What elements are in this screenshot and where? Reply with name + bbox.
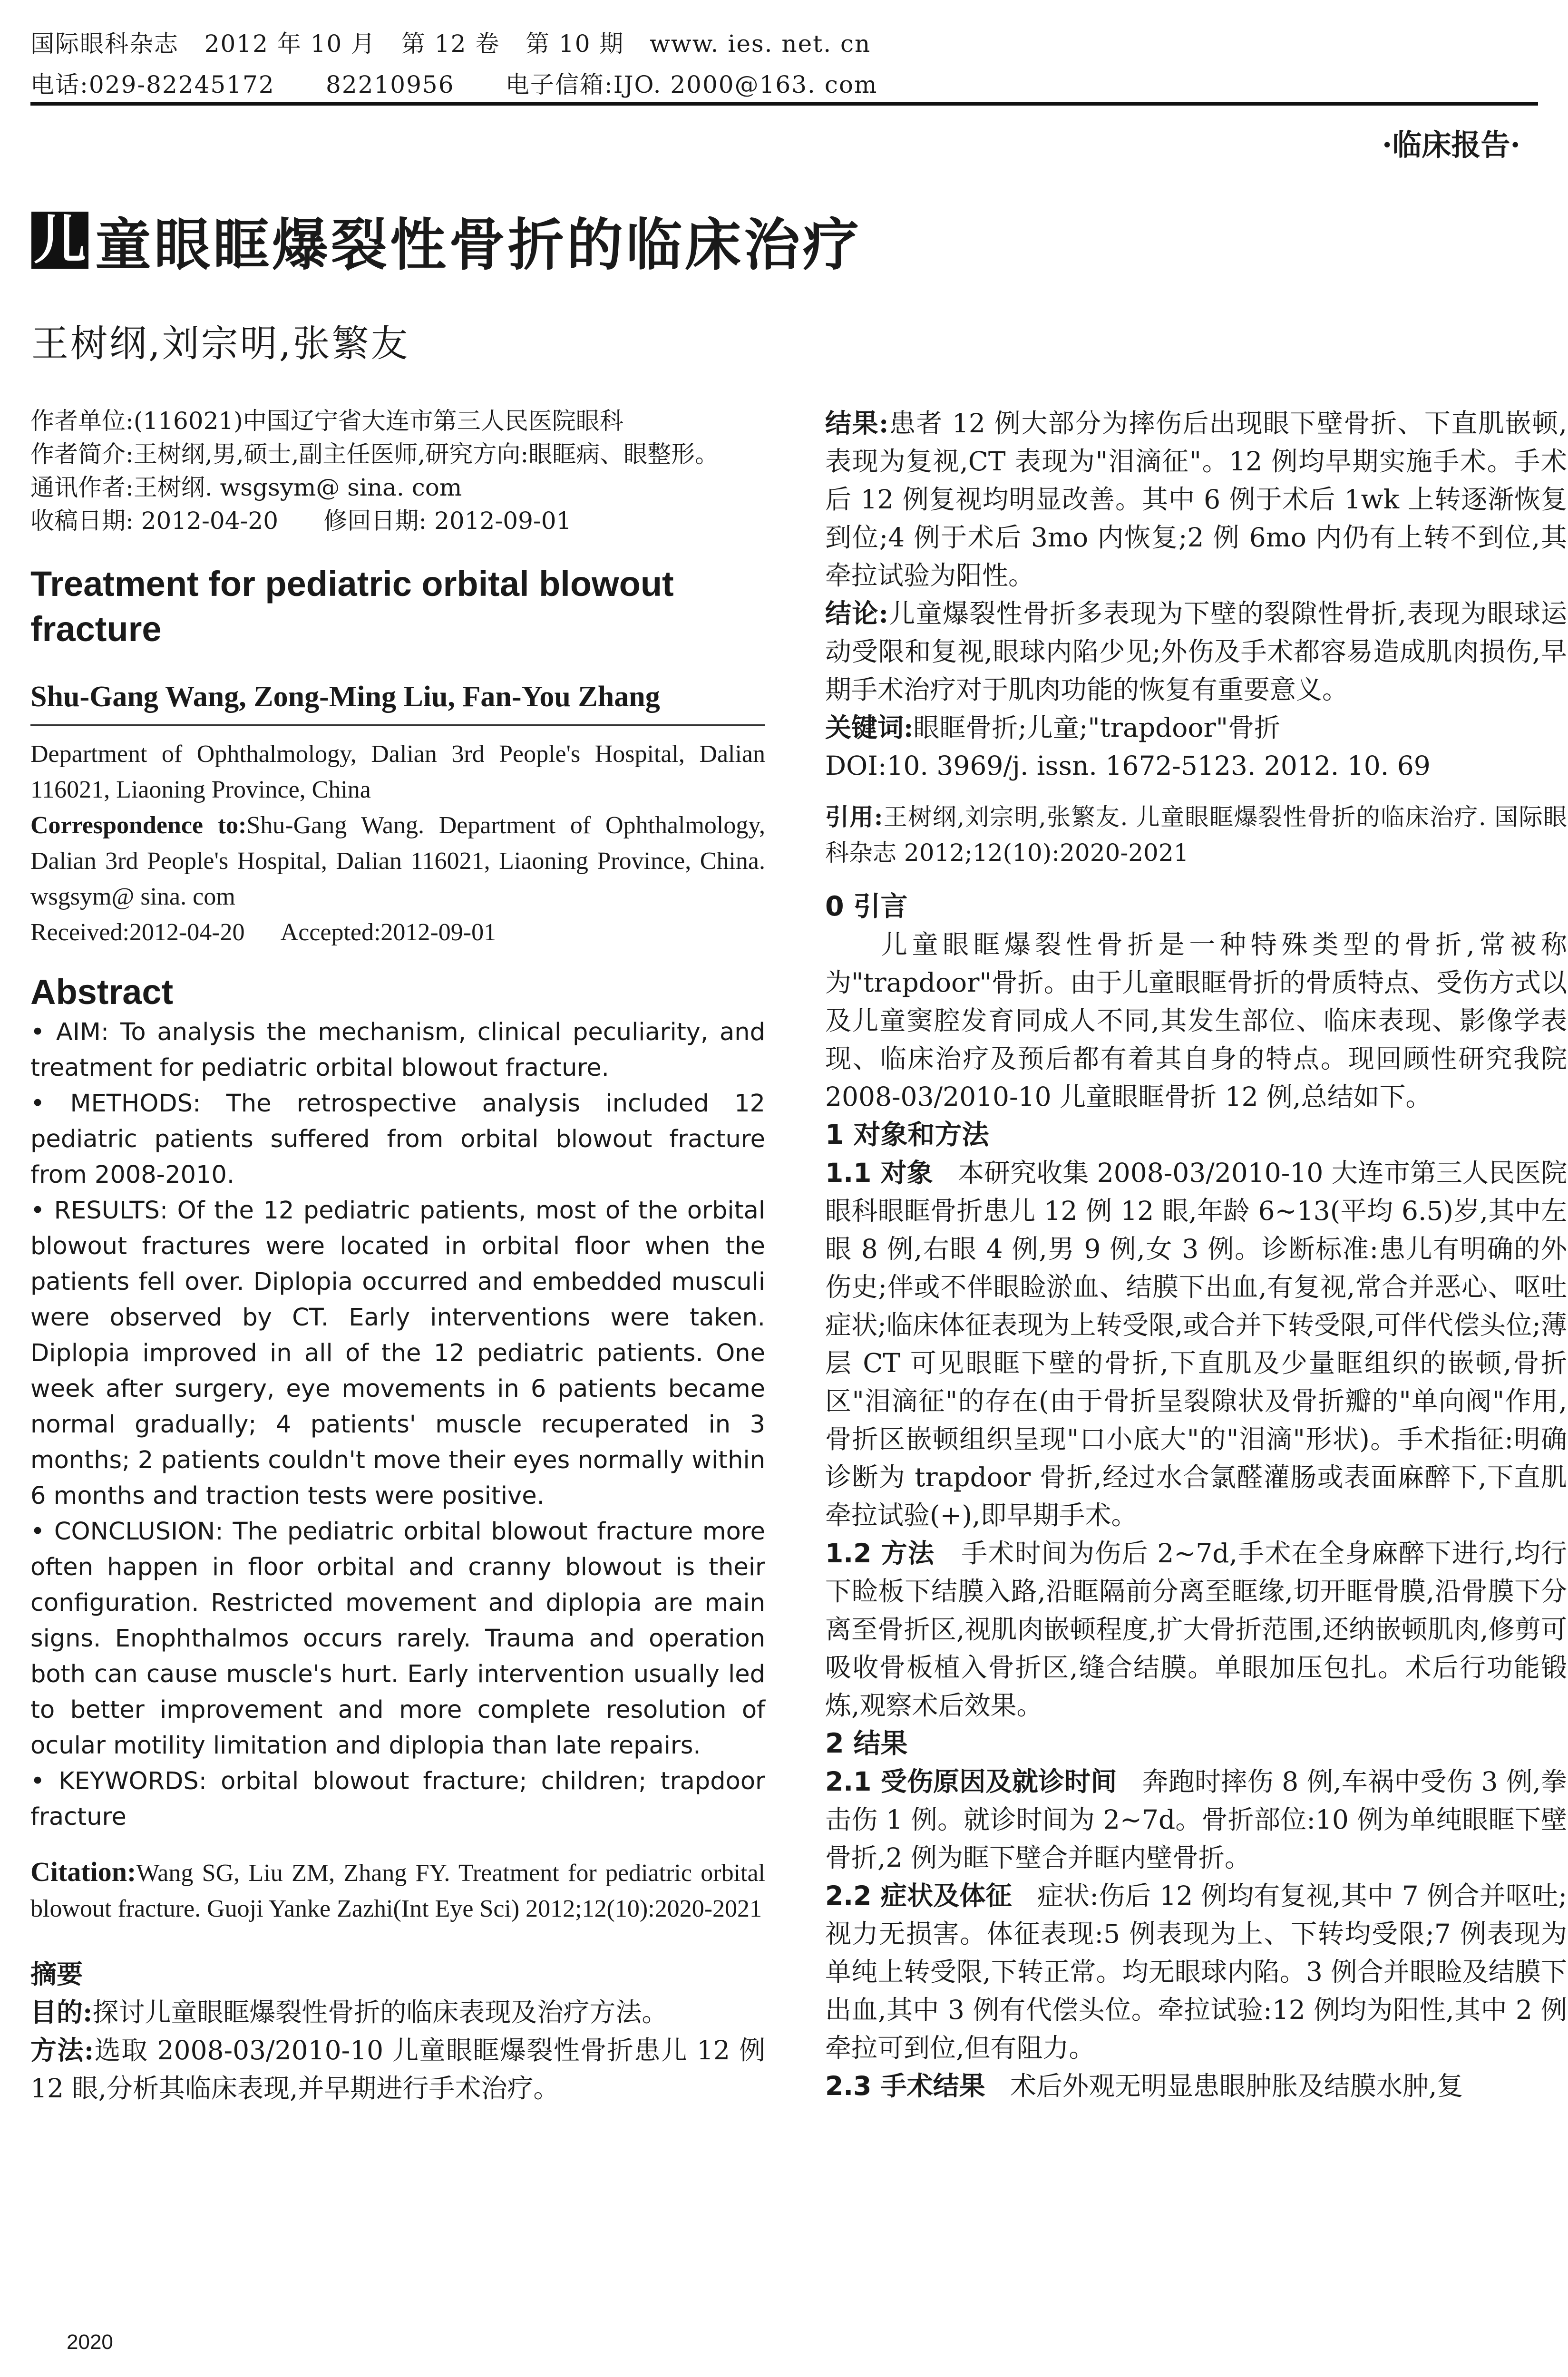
left-column bbox=[30, 404, 765, 2107]
corresponding-author: 通讯作者:王树纲. wsgsym@ sina. com bbox=[30, 474, 462, 501]
author-bio: 作者简介:王树纲,男,硕士,副主任医师,研究方向:眼眶病、眼整形。 bbox=[30, 440, 719, 468]
correspondence-label: Correspondence to: bbox=[30, 812, 247, 839]
abstract-keywords: • KEYWORDS: orbital blowout fracture; children; trapdoor fracture bbox=[30, 1767, 765, 1831]
section-1-1-text: 本研究收集 2008-03/2010-10 大连市第三人民医院眼科眼眶骨折患儿 12 例 12 眼,年龄 6~13(平均 6.5)岁,其中左眼 8 例,右眼 4 例,男 9 例,女 3 例。诊断标准:患儿有明确的外伤史;伴或不伴眼睑淤血、结膜下出血,有复视,常合并恶心、呕吐症状;临床体征表现为上转受限,或合并下转受限,可伴代偿头位;薄层 CT 可见眼眶下壁的骨折,下直肌及少量眶组织的嵌顿,骨折区"泪滴征"的存在(由于骨折呈裂隙状及骨折瓣的"单向阀"作用,骨折区嵌顿组织呈现"口小底大"的"泪滴"形状)。手术指征:明确诊断为 trapdoor 骨折,经过水合氯醛灌肠或表面麻醉下,下直肌牵拉试验(+),即早期手术。 bbox=[825, 1158, 1568, 1530]
cn-abstract-conclusion bbox=[825, 594, 1567, 709]
citation-text: Wang SG, Liu ZM, Zhang FY. Treatment for pediatric orbital blowout fracture. Guoji Yanke Zazhi(Int Eye Sci) 2012;12(10):2020-2021 bbox=[30, 1860, 765, 1922]
english-dates: Received:2012-04-20 Accepted:2012-09-01 bbox=[30, 919, 497, 946]
authors-chinese: 王树纲,刘宗明,张繁友 bbox=[31, 322, 410, 365]
title-text: 童眼眶爆裂性骨折的临床治疗 bbox=[95, 212, 862, 278]
page-number: 2020 bbox=[67, 2330, 113, 2354]
cn-result-label: 结果: bbox=[825, 408, 889, 438]
english-department: Department of Ophthalmology, Dalian 3rd People's Hospital, Dalian 116021, Liaoning Province, China bbox=[30, 740, 765, 803]
right-column bbox=[825, 404, 1567, 2105]
cn-method-label: 方法: bbox=[30, 2035, 94, 2065]
section-2-3-text: 术后外观无明显患眼肿胀及结膜水肿,复 bbox=[1010, 2071, 1463, 2101]
abstract-heading: Abstract bbox=[30, 972, 174, 1012]
section-2-3-heading: 2.3 手术结果 bbox=[825, 2071, 985, 2101]
english-correspondence bbox=[30, 808, 765, 915]
section-2-1 bbox=[825, 1763, 1567, 1877]
cn-kw-text: 眼眶骨折;儿童;"trapdoor"骨折 bbox=[913, 712, 1281, 743]
cn-abstract-method bbox=[30, 2031, 765, 2107]
cn-kw-label: 关键词: bbox=[825, 712, 914, 743]
citation-english bbox=[30, 1854, 765, 1927]
section-2-2-text: 症状:伤后 12 例均有复视,其中 7 例合并呕吐;视力无损害。体征表现:5 例表现为上、下转均受限;7 例表现为单纯上转受限,下转正常。均无眼球内陷。3 例合并眼睑及结膜下出血,其中 3 例有代偿头位。牵拉试验:12 例均为阳性,其中 2 例牵拉可到位,但有阻力。 bbox=[825, 1880, 1567, 2063]
journal-header-line: 国际眼科杂志 2012 年 10 月 第 12 卷 第 10 期 www. ies. net. cn bbox=[30, 30, 871, 58]
cn-concl-text: 儿童爆裂性骨折多表现为下壁的裂隙性骨折,表现为眼球运动受限和复视,眼球内陷少见;外伤及手术都容易造成肌肉损伤,早期手术治疗对于肌肉功能的恢复有重要意义。 bbox=[825, 598, 1567, 705]
section-1-1-heading: 1.1 对象 bbox=[825, 1158, 933, 1188]
journal-contact-line: 电话:029-82245172 82210956 电子信箱:IJO. 2000@163. com bbox=[30, 71, 878, 98]
cn-abstract-heading: 摘要 bbox=[30, 1958, 83, 1989]
cn-method-text: 选取 2008-03/2010-10 儿童眼眶爆裂性骨折患儿 12 例 12 眼,分析其临床表现,并早期进行手术治疗。 bbox=[30, 2035, 765, 2104]
abstract-methods: • METHODS: The retrospective analysis included 12 pediatric patients suffered from orbital blowout fracture from 2008-2010. bbox=[30, 1090, 765, 1189]
cn-result-text: 患者 12 例大部分为摔伤后出现眼下壁骨折、下直肌嵌顿,表现为复视,CT 表现为"泪滴征"。12 例均早期实施手术。手术后 12 例复视均明显改善。其中 6 例于术后 1wk 上转逐渐恢复到位;4 例于术后 3mo 内恢复;2 例 6mo 内仍有上转不到位,其牵拉试验为阳性。 bbox=[825, 408, 1567, 591]
abstract-aim: • AIM: To analysis the mechanism, clinical peculiarity, and treatment for pediatric orbital blowout fracture. bbox=[30, 1018, 765, 1082]
cn-aim-label: 目的: bbox=[30, 1997, 93, 2027]
section-1-2 bbox=[825, 1534, 1567, 1724]
intro-paragraph bbox=[825, 925, 1567, 1116]
section-2-1-heading: 2.1 受伤原因及就诊时间 bbox=[825, 1766, 1117, 1797]
author-unit: 作者单位:(116021)中国辽宁省大连市第三人民医院眼科 bbox=[30, 407, 623, 435]
cn-cite-label: 引用: bbox=[825, 803, 883, 831]
cn-concl-label: 结论: bbox=[825, 598, 888, 629]
cn-cite-text: 王树纲,刘宗明,张繁友. 儿童眼眶爆裂性骨折的临床治疗. 国际眼科杂志 2012;12(10):2020-2021 bbox=[825, 803, 1567, 867]
citation-chinese bbox=[825, 799, 1567, 871]
cn-aim-text: 探讨儿童眼眶爆裂性骨折的临床表现及治疗方法。 bbox=[92, 1997, 668, 2027]
section-2-2-heading: 2.2 症状及体征 bbox=[825, 1880, 1012, 1911]
section-1-2-text: 手术时间为伤后 2~7d,手术在全身麻醉下进行,均行下睑板下结膜入路,沿眶隔前分离至眶缘,切开眶骨膜,沿骨膜下分离至骨折区,视肌肉嵌顿程度,扩大骨折范围,还纳嵌顿肌肉,修剪可吸收骨板植入骨折区,缝合结膜。单眼加压包扎。术后行功能锻炼,观察术后效果。 bbox=[825, 1538, 1567, 1721]
cn-keywords bbox=[825, 709, 1567, 747]
english-authors: Shu-Gang Wang, Zong-Ming Liu, Fan-You Zhang bbox=[30, 681, 660, 713]
cn-abstract-aim bbox=[30, 1993, 765, 2031]
section-2-2 bbox=[825, 1877, 1567, 2067]
doi: DOI:10. 3969/j. issn. 1672-5123. 2012. 10. 69 bbox=[825, 750, 1431, 781]
section-2-3 bbox=[825, 2067, 1567, 2105]
section-2-1-text: 奔跑时摔伤 8 例,车祸中受伤 3 例,拳击伤 1 例。就诊时间为 2~7d。骨折部位:10 例为单纯眼眶下壁骨折,2 例为眶下壁合并眶内壁骨折。 bbox=[825, 1766, 1567, 1873]
section-intro-heading: 0 引言 bbox=[825, 891, 908, 922]
abstract-conclusion: • CONCLUSION: The pediatric orbital blowout fracture more often happen in floor orbital and cranny blowout is their configuration. Restricted movement and diplopia are main signs. Enophthalmos occurs rarely. Trauma and operation both can cause muscle's hurt. Early intervention usually led to better improvement and more complete resolution of ocular motility limitation and diplopia than late repairs. bbox=[30, 1518, 765, 1760]
english-title: Treatment for pediatric orbital blowout fracture bbox=[30, 564, 674, 649]
section-label: ·临床报告· bbox=[1382, 127, 1520, 162]
authors-rule bbox=[30, 716, 765, 726]
correspondence-text: Shu-Gang Wang. Department of Ophthalmology, Dalian 3rd People's Hospital, Dalian 116021, Liaoning Province, China. wsgsym@ sina. com bbox=[30, 812, 765, 910]
section-1-1 bbox=[825, 1154, 1567, 1534]
article-title bbox=[31, 205, 862, 276]
title-dropcap: 儿 bbox=[31, 212, 88, 269]
section-2-heading: 2 结果 bbox=[825, 1728, 908, 1759]
section-1-2-heading: 1.2 方法 bbox=[825, 1538, 935, 1568]
cn-abstract-result bbox=[825, 404, 1567, 594]
section-1-heading: 1 对象和方法 bbox=[825, 1119, 989, 1150]
citation-label: Citation: bbox=[30, 1856, 136, 1887]
received-dates: 收稿日期: 2012-04-20 修回日期: 2012-09-01 bbox=[30, 507, 572, 535]
header-rule bbox=[30, 102, 1538, 106]
intro-text: 儿童眼眶爆裂性骨折是一种特殊类型的骨折,常被称为"trapdoor"骨折。由于儿童眼眶骨折的骨质特点、受伤方式以及儿童窦腔发育同成人不同,其发生部位、临床表现、影像学表现、临床治疗及预后都有着其自身的特点。现回顾性研究我院 2008-03/2010-10 儿童眼眶骨折 12 例,总结如下。 bbox=[825, 929, 1567, 1112]
abstract-results: • RESULTS: Of the 12 pediatric patients, most of the orbital blowout fractures were located in orbital floor when the patients fell over. Diplopia occurred and embedded musculi were observed by CT. Early interventions were taken. Diplopia improved in all of the 12 pediatric patients. One week after surgery, eye movements in 6 patients became normal gradually; 4 patients' muscle recuperated in 3 months; 2 patients couldn't move their eyes normally within 6 months and traction tests were positive. bbox=[30, 1197, 765, 1510]
